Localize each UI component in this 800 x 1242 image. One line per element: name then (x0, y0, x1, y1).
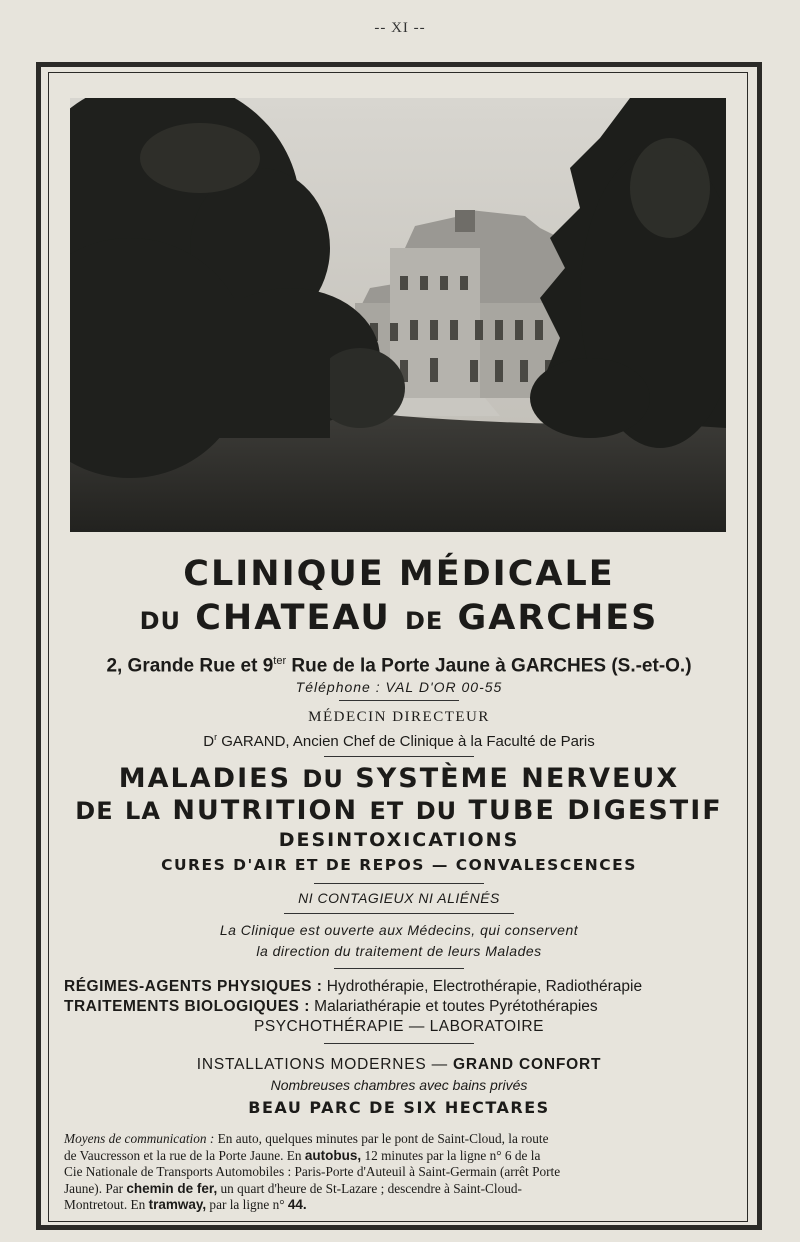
maladies-line2: DE LA NUTRITION ET DU TUBE DIGESTIF (75, 795, 723, 827)
regimes-line: RÉGIMES-AGENTS PHYSIQUES : Hydrothérapie, Electrothérapie, Radiothérapie (64, 978, 643, 996)
medecin-directeur-heading: MÉDECIN DIRECTEUR (308, 709, 490, 726)
moyens-communication: Moyens de communication : En auto, quelques minutes par le pont de Saint-Cloud, la route de Vaucresson et la rue de la Porte Jaune. En autobus, 12 minutes par la ligne n° 6 de la Cie Nationale de Transports Automobiles : Paris-Porte d'Auteuil à Saint-Germain (arrêt Porte Jaune). Par chemin de fer, un quart d'heure de St-Lazare ; descendre à Saint-Cloud- Montretout. En tramway, par la ligne n° 44. (64, 1131, 561, 1213)
doctor-line: $D^r$ GARAND, Ancien Chef de Clinique à la Faculté de Paris (203, 732, 595, 751)
divider (339, 700, 459, 701)
divider (334, 968, 464, 969)
clinique-ouverte-line1: La Clinique est ouverte aux Médecins, qui conservent (219, 922, 579, 939)
divider (284, 913, 514, 914)
chambres-line: Nombreuses chambres avec bains privés (270, 1077, 528, 1094)
divider (324, 756, 474, 757)
parc-line: BEAU PARC DE SIX HECTARES (248, 1098, 550, 1118)
ni-contagieux: NI CONTAGIEUX NI ALIÉNÉS (298, 890, 500, 907)
divider (314, 883, 484, 884)
address: 2, Grande Rue et $9^{ter}$ Rue de la Porte Jaune à GARCHES (S.-et-O.) (106, 655, 692, 677)
chateau-photo (70, 98, 726, 532)
psychotherapie-line: PSYCHOTHÉRAPIE — LABORATOIRE (254, 1018, 544, 1036)
traitements-line: TRAITEMENTS BIOLOGIQUES : Malariathérapie et toutes Pyrétothérapies (64, 998, 598, 1016)
maladies-line1: MALADIES DU SYSTÈME NERVEUX (118, 763, 680, 795)
clinic-title: CLINIQUE MÉDICALE (183, 554, 615, 594)
clinic-subtitle: DU CHATEAU DE GARCHES (139, 598, 659, 638)
cures-line: CURES D'AIR ET DE REPOS — CONVALESCENCES (161, 856, 637, 875)
telephone: Téléphone : VAL D'OR 00-55 (295, 679, 503, 696)
divider (324, 1043, 474, 1044)
clinique-ouverte-line2: la direction du traitement de leurs Malades (256, 943, 542, 960)
desintoxications: DESINTOXICATIONS (278, 829, 520, 852)
advertisement-text (52, 548, 746, 1214)
installations-line: INSTALLATIONS MODERNES — GRAND CONFORT (196, 1056, 602, 1074)
page-number: -- XI -- (374, 20, 426, 36)
